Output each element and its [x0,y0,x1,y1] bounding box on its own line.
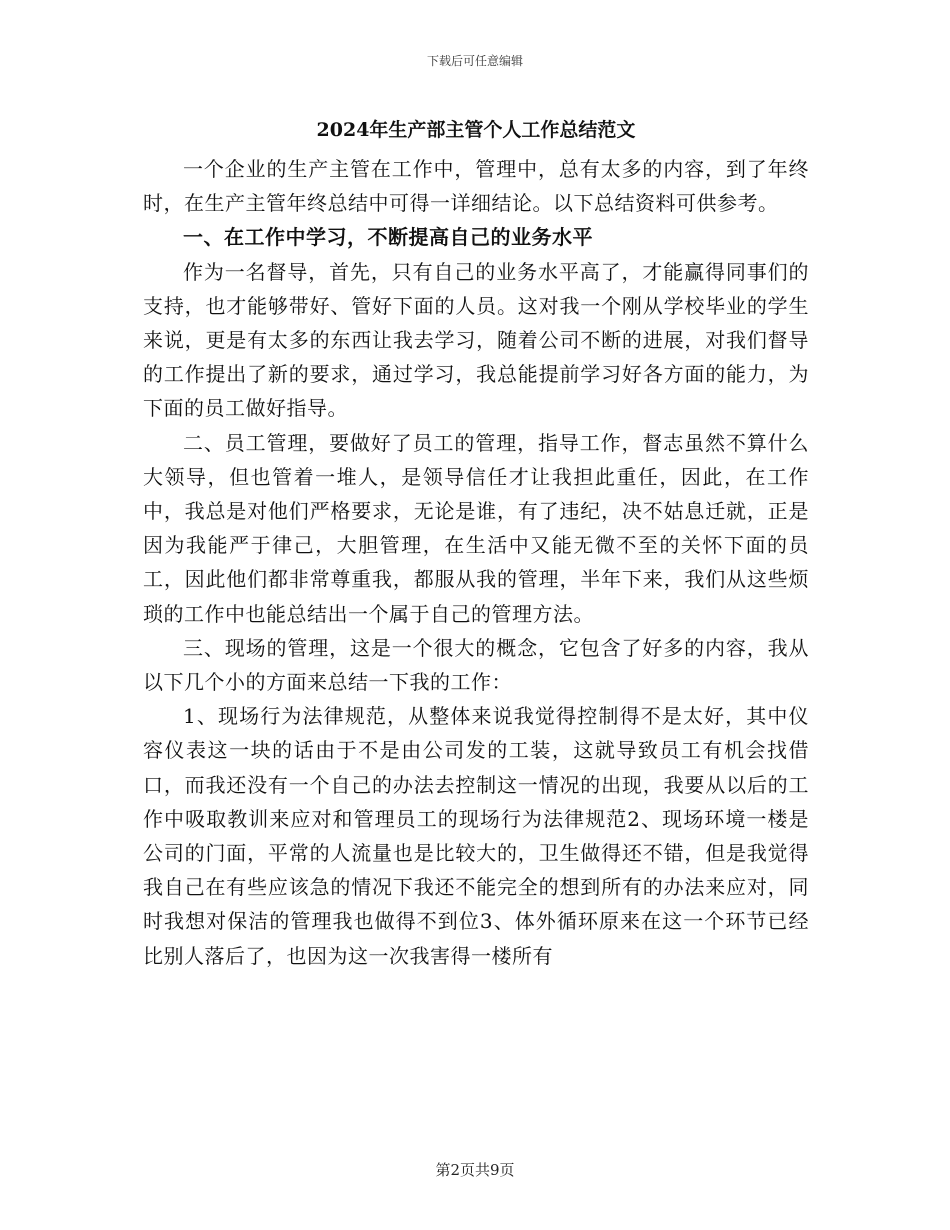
body-paragraph-1: 作为一名督导，首先，只有自己的业务水平高了，才能赢得同事们的支持，也才能够带好、管好下面的人员。这对我一个刚从学校毕业的学生来说，更是有太多的东西让我去学习，随着公司不断的进展，对我们督导的工作提出了新的要求，通过学习，我总能提前学习好各方面的能力，为下面的员工做好指导。 [143,259,809,421]
page-header-note: 下载后可任意编辑 [426,54,523,68]
body-paragraph-3: 三、现场的管理，这是一个很大的概念，它包含了好多的内容，我从以下几个小的方面来总结一下我的工作： [143,635,809,695]
body-paragraph-4: 1、现场行为法律规范，从整体来说我觉得控制得不是太好，其中仪容仪表这一块的话由于不是由公司发的工装，这就导致员工有机会找借口，而我还没有一个自己的办法去控制这一情况的出现，我要从以后的工作中吸取教训来应对和管理员工的现场行为法律规范2、现场环境一楼是公司的门面，平常的人流量也是比较大的，卫生做得还不错，但是我觉得我自己在有些应该急的情况下我还不能完全的想到所有的办法来应对，同时我想对保洁的管理我也做得不到位3、体外循环原来在这一个环节已经比别人落后了，也因为这一次我害得一楼所有 [143,704,809,968]
section-heading-1: 一、在工作中学习，不断提高自己的业务水平 [183,225,593,250]
document-title: 2024年生产部主管个人工作总结范文 [316,119,636,141]
body-paragraph-2: 二、员工管理，要做好了员工的管理，指导工作，督志虽然不算什么大领导，但也管着一堆人，是领导信任才让我担此重任，因此，在工作中，我总是对他们严格要求，无论是谁，有了违纪，决不姑息迁就，正是因为我能严于律己，大胆管理，在生活中又能无微不至的关怀下面的员工，因此他们都非常尊重我，都服从我的管理，半年下来，我们从这些烦琐的工作中也能总结出一个属于自己的管理方法。 [143,430,809,626]
page-footer-number: 第2页共9页 [435,1161,515,1179]
intro-paragraph: 一个企业的生产主管在工作中，管理中，总有太多的内容，到了年终时，在生产主管年终总结中可得一详细结论。以下总结资料可供参考。 [143,157,809,216]
document-body [143,108,809,973]
